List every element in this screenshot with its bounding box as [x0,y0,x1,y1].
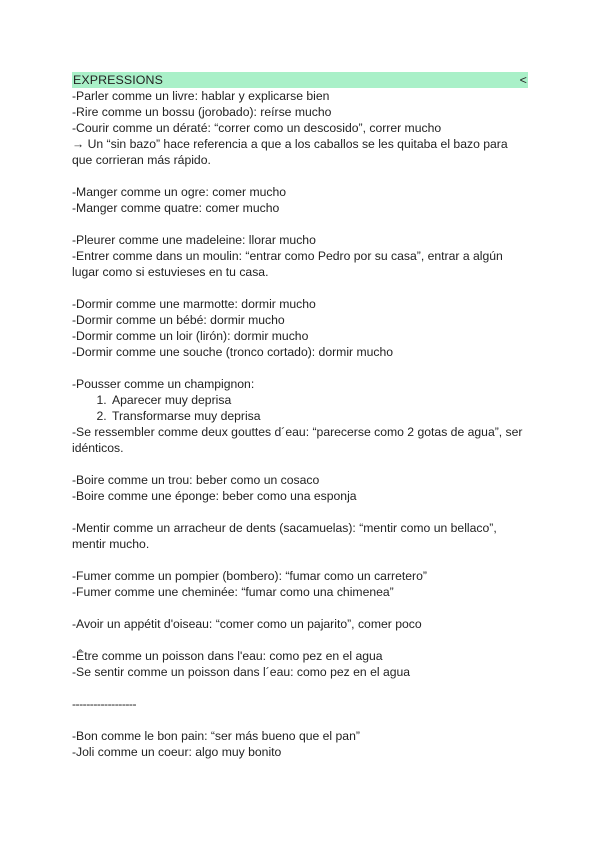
expression-line: -Courir comme un dératé: “correr como un descosido”, correr mucho [72,121,442,135]
expression-note: → Un “sin bazo” hace referencia a que a los caballos se les quitaba el bazo para que corrieran más rápido. [72,137,508,167]
expression-line: -Se ressembler comme deux gouttes d´eau: “parecerse como 2 gotas de agua”, ser idénticos. [72,425,523,455]
expression-line: -Avoir un appétit d'oiseau: “comer como un pajarito”, comer poco [72,617,422,631]
expression-line: -Pousser comme un champignon: [72,377,255,391]
list-item: 2. Transformarse muy deprisa [110,408,528,424]
expression-line: -Boire comme un trou: beber como un cosaco [72,473,320,487]
expression-line: -Se sentir comme un poisson dans l´eau: como pez en el agua [72,665,411,679]
expression-line: -Dormir comme une souche (tronco cortado): dormir mucho [72,345,394,359]
expression-line: -Dormir comme une marmotte: dormir mucho [72,297,316,311]
expression-line: -Dormir comme un bébé: dormir mucho [72,313,285,327]
expression-line: -Manger comme un ogre: comer mucho [72,185,287,199]
meaning-list [72,392,528,424]
expression-line: -Manger comme quatre: comer mucho [72,201,280,215]
document-content [72,72,528,760]
section-title: EXPRESSIONS [73,73,163,87]
collapse-marker[interactable]: < [519,73,527,87]
separator: ------------------ [72,697,137,711]
expression-line: -Bon comme le bon pain: “ser más bueno que el pan” [72,729,360,743]
section-header [72,72,528,88]
expression-line: -Fumer comme un pompier (bombero): “fumar como un carretero” [72,569,427,583]
expression-line: -Rire comme un bossu (jorobado): reírse mucho [72,105,332,119]
expression-line: -Mentir comme un arracheur de dents (sacamuelas): “mentir como un bellaco”, mentir mucho. [72,521,497,551]
expression-line: -Parler comme un livre: hablar y explicarse bien [72,89,330,103]
expression-line: -Pleurer comme une madeleine: llorar mucho [72,233,316,247]
expression-line: -Joli comme un coeur: algo muy bonito [72,745,282,759]
expression-line: -Être comme un poisson dans l'eau: como pez en el agua [72,649,383,663]
list-item: 1. Aparecer muy deprisa [110,392,528,408]
expression-line: -Entrer comme dans un moulin: “entrar como Pedro por su casa”, entrar a algún lugar como si estuvieses en tu casa. [72,249,503,279]
expression-line: -Boire comme une éponge: beber como una esponja [72,489,357,503]
expression-line: -Dormir comme un loir (lirón): dormir mucho [72,329,309,343]
expression-line: -Fumer comme une cheminée: “fumar como una chimenea” [72,585,394,599]
